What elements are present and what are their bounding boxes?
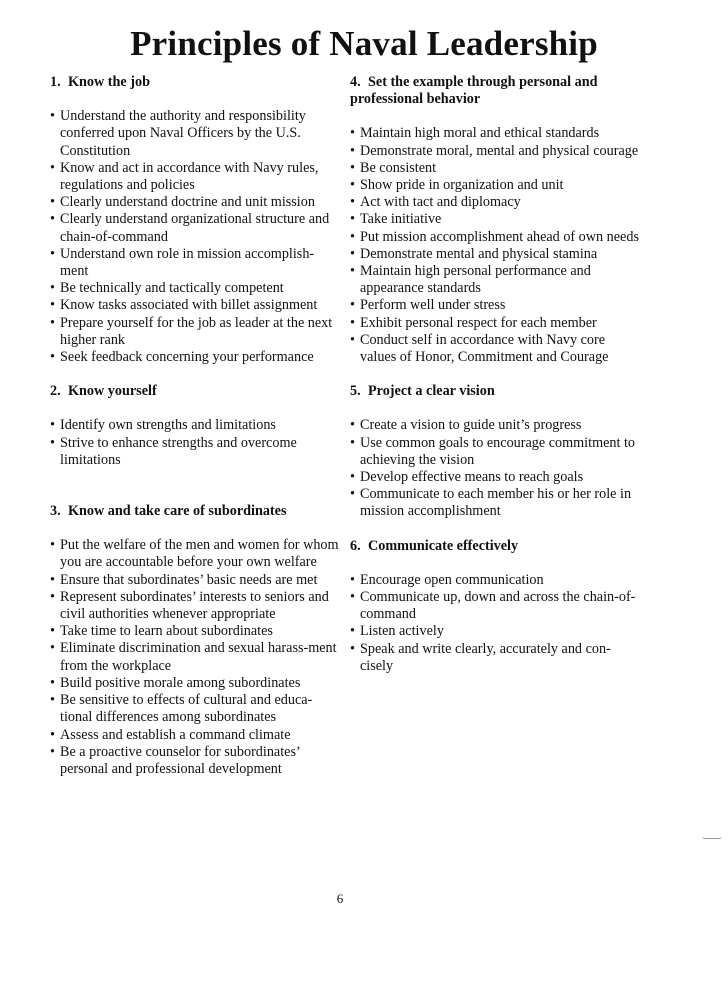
- list-item: • Use common goals to encourage commitment to achieving the vision: [350, 434, 636, 468]
- left-column: [50, 74, 340, 778]
- list-item: • Be sensitive to effects of cultural and educa-tional differences among subordinates: [50, 692, 313, 726]
- list-item: • Strive to enhance strengths and overcome limitations: [50, 434, 297, 468]
- bullet-list: [50, 537, 340, 778]
- list-item: • Be consistent: [350, 159, 437, 176]
- list-item: • Demonstrate mental and physical stamina: [350, 245, 598, 262]
- list-item: • Listen actively: [350, 623, 444, 640]
- list-item: • Prepare yourself for the job as leader at the next higher rank: [50, 314, 333, 348]
- list-item: • Know and act in accordance with Navy rules, regulations and policies: [50, 159, 319, 194]
- list-item: • Clearly understand organizational structure and chain-of-command: [50, 211, 330, 245]
- list-item: • Exhibit personal respect for each member: [350, 314, 597, 331]
- section-set-the-example: [350, 74, 640, 366]
- list-item: • Clearly understand doctrine and unit mission: [50, 194, 315, 211]
- section-heading: 3. Know and take care of subordinates: [50, 503, 287, 520]
- section-clear-vision: [350, 383, 640, 520]
- bullet-list: [350, 417, 640, 520]
- list-item: • Build positive morale among subordinates: [50, 674, 301, 691]
- page-number: 6: [336, 891, 344, 906]
- section-know-yourself: [50, 383, 340, 469]
- list-item: • Create a vision to guide unit’s progress: [350, 417, 582, 434]
- section-know-subordinates: [50, 503, 340, 778]
- list-item: • Put mission accomplishment ahead of own needs: [350, 228, 639, 245]
- section-know-the-job: [50, 74, 340, 366]
- list-item: • Take initiative: [350, 211, 442, 228]
- list-item: • Understand own role in mission accomplish-ment: [50, 245, 315, 280]
- bullet-list: [50, 108, 340, 366]
- list-item: • Represent subordinates’ interests to seniors and civil authorities whenever appropriate: [50, 588, 329, 623]
- right-column: [350, 74, 640, 675]
- section-heading: 1. Know the job: [50, 74, 150, 90]
- section-heading: 2. Know yourself: [50, 383, 157, 400]
- list-item: • Demonstrate moral, mental and physical courage: [350, 142, 639, 159]
- section-heading: 4. Set the example through personal and professional behavior: [350, 74, 598, 108]
- list-item: • Be a proactive counselor for subordinates’ personal and professional development: [50, 743, 300, 777]
- list-item: • Put the welfare of the men and women for whom you are accountable before your own welfare: [50, 537, 339, 571]
- list-item: • Conduct self in accordance with Navy core values of Honor, Commitment and Courage: [350, 331, 609, 366]
- list-item: • Encourage open communication: [350, 571, 544, 588]
- list-item: • Understand the authority and responsibility conferred upon Naval Officers by the U.S. Constitution: [50, 108, 306, 159]
- list-item: • Maintain high personal performance and appearance standards: [350, 263, 591, 297]
- list-item: • Assess and establish a command climate: [50, 726, 291, 743]
- list-item: • Speak and write clearly, accurately and con-cisely: [350, 640, 611, 674]
- list-item: • Seek feedback concerning your performance: [50, 349, 314, 366]
- list-item: • Develop effective means to reach goals: [350, 469, 584, 486]
- page-title: Principles of Naval Leadership: [130, 24, 598, 63]
- list-item: • Perform well under stress: [350, 297, 506, 314]
- list-item: • Act with tact and diplomacy: [350, 194, 521, 211]
- list-item: • Communicate to each member his or her role in mission accomplishment: [350, 486, 632, 520]
- list-item: • Identify own strengths and limitations: [50, 417, 276, 434]
- list-item: • Show pride in organization and unit: [350, 177, 564, 194]
- list-item: • Ensure that subordinates’ basic needs are met: [50, 571, 318, 588]
- section-communicate: [350, 538, 640, 675]
- scan-artifact: [702, 836, 722, 839]
- bullet-list: [350, 125, 640, 366]
- list-item: • Take time to learn about subordinates: [50, 623, 273, 640]
- bullet-list: [50, 417, 340, 469]
- list-item: • Communicate up, down and across the chain-of-command: [350, 589, 636, 623]
- section-heading: 5. Project a clear vision: [350, 383, 495, 400]
- list-item: • Eliminate discrimination and sexual harass-ment from the workplace: [50, 640, 337, 674]
- bullet-list: [350, 572, 640, 675]
- section-heading: 6. Communicate effectively: [350, 537, 519, 554]
- list-item: • Be technically and tactically competent: [50, 280, 284, 297]
- list-item: • Maintain high moral and ethical standards: [350, 125, 600, 142]
- list-item: • Know tasks associated with billet assignment: [50, 297, 318, 314]
